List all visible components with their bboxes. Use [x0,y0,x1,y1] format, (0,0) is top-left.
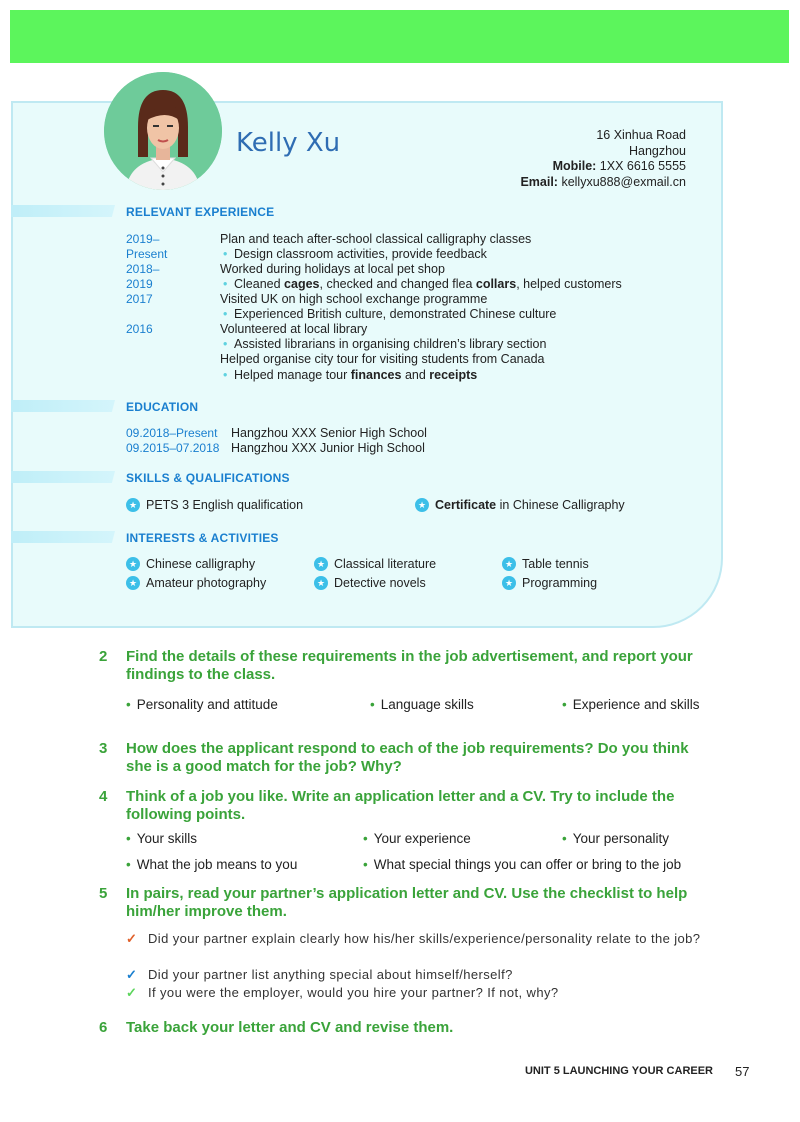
option-item: • Your experience [363,831,471,846]
star-icon: ★ [502,576,516,590]
checklist-item [126,966,716,984]
interest-item [314,557,436,571]
question-number: 4 [99,788,108,805]
applicant-name: Kelly Xu [236,128,341,158]
skill-text: PETS 3 English qualification [146,498,304,512]
question-text: Take back your letter and CV and revise them. [126,1019,454,1036]
interest-item [502,576,597,590]
experience-heading: RELEVANT EXPERIENCE [126,205,275,219]
question-text: In pairs, read your partner’s application letter and CV. Use the checklist to help him/her improve them. [126,885,688,920]
experience-line: Worked during holidays at local pet shop [220,262,445,276]
avatar [104,72,222,190]
question-number: 6 [99,1019,108,1036]
experience-date: 2017 [126,292,153,306]
experience-body [220,322,700,383]
email-value: kellyxu888@exmail.cn [561,174,686,189]
section-band [11,205,115,217]
question-number: 5 [99,885,108,902]
experience-date: 2018–2019 [126,262,160,292]
bullet-bold: finances [350,367,402,382]
bullet-text: and [401,367,430,382]
interest-item [126,576,266,590]
skill-item [415,498,625,512]
education-date: 09.2015–07.2018 [126,441,220,455]
bullet-text: , helped customers [516,277,622,292]
mobile-label: Mobile: [552,159,597,173]
checklist-text: If you were the employer, would you hire your partner? If not, why? [148,985,559,1000]
interest-item [502,557,589,571]
address-line-2: Hangzhou [629,143,686,158]
option-item: • Language skills [370,697,474,712]
experience-bullet [220,368,700,383]
page-number: 57 [735,1064,750,1079]
star-icon: ★ [502,557,516,571]
skill-bold: Certificate [435,498,497,512]
option-item: • What the job means to you [126,857,297,872]
experience-date: 2016 [126,322,153,336]
interest-text: Chinese calligraphy [146,557,256,571]
skill-text: in Chinese Calligraphy [496,498,625,512]
interests-heading: INTERESTS & ACTIVITIES [126,531,279,545]
experience-body [220,262,700,292]
option-item: • Your personality [562,831,669,846]
contact-block [520,128,686,190]
question-text: Find the details of these requirements in the job advertisement, and report your findings to the class. [126,648,693,683]
skills-heading: SKILLS & QUALIFICATIONS [126,471,290,485]
bullet-text: Helped manage tour [234,367,351,382]
star-icon: ★ [314,576,328,590]
question-text: Think of a job you like. Write an application letter and a CV. Try to include the following points. [126,788,675,823]
interest-text: Amateur photography [146,576,267,590]
education-school: Hangzhou XXX Senior High School [231,426,427,440]
experience-line: Helped organise city tour for visiting students from Canada [220,352,545,367]
education-school: Hangzhou XXX Junior High School [231,441,425,455]
option-item: • What special things you can offer or bring to the job [363,857,681,872]
section-band [11,471,115,483]
star-icon: ★ [314,557,328,571]
star-icon: ★ [126,498,140,512]
experience-line: Volunteered at local library [220,322,368,336]
question-text: How does the applicant respond to each of the job requirements? Do you think she is a good match for the job? Why? [126,740,689,775]
star-icon: ★ [126,576,140,590]
interest-text: Detective novels [334,576,426,590]
section-band [11,400,115,412]
option-item: • Experience and skills [562,697,700,712]
star-icon: ★ [126,557,140,571]
check-icon: ✓ [126,931,138,946]
experience-bullet: • Assisted librarians in organising children’s library section [220,337,700,352]
option-item: • Your skills [126,831,197,846]
mobile-value: 1XX 6616 5555 [599,159,686,173]
check-icon: ✓ [126,985,138,1000]
bullet-text: , checked and changed flea [319,277,476,292]
checklist-item [126,930,716,948]
experience-date: 2019–Present [126,232,168,262]
education-date: 09.2018–Present [126,426,218,440]
experience-body [220,292,700,322]
question-number: 3 [99,740,108,757]
interest-item [314,576,426,590]
address-line-1: 16 Xinhua Road [596,128,686,142]
checklist-text: Did your partner list anything special about himself/herself? [148,967,513,982]
interest-text: Classical literature [334,557,437,571]
experience-bullet: • Design classroom activities, provide feedback [220,247,700,262]
checklist-item [126,984,716,1002]
bullet-bold: receipts [429,367,478,382]
option-item: • Personality and attitude [126,697,278,712]
experience-line: Visited UK on high school exchange programme [220,292,488,306]
question-number: 2 [99,648,108,665]
checklist-text: Did your partner explain clearly how his/her skills/experience/personality relate to the job? [148,931,701,946]
experience-bullet [220,277,700,292]
section-band [11,531,115,543]
experience-line: Plan and teach after-school classical calligraphy classes [220,232,532,246]
experience-bullet: • Experienced British culture, demonstrated Chinese culture [220,307,700,322]
interest-item [126,557,255,571]
bullet-bold: collars [475,277,517,292]
unit-footer: UNIT 5 LAUNCHING YOUR CAREER [524,1065,713,1077]
interest-text: Programming [522,576,598,590]
bullet-text: Cleaned [234,277,285,292]
check-icon: ✓ [126,967,138,982]
mobile-line [520,159,686,175]
education-heading: EDUCATION [126,400,199,414]
email-line [520,175,686,191]
email-label: Email: [520,174,558,189]
experience-body [220,232,700,262]
top-banner [10,10,789,63]
bullet-bold: cages [284,277,320,292]
star-icon: ★ [415,498,429,512]
interest-text: Table tennis [522,557,589,571]
skill-item [126,498,303,512]
